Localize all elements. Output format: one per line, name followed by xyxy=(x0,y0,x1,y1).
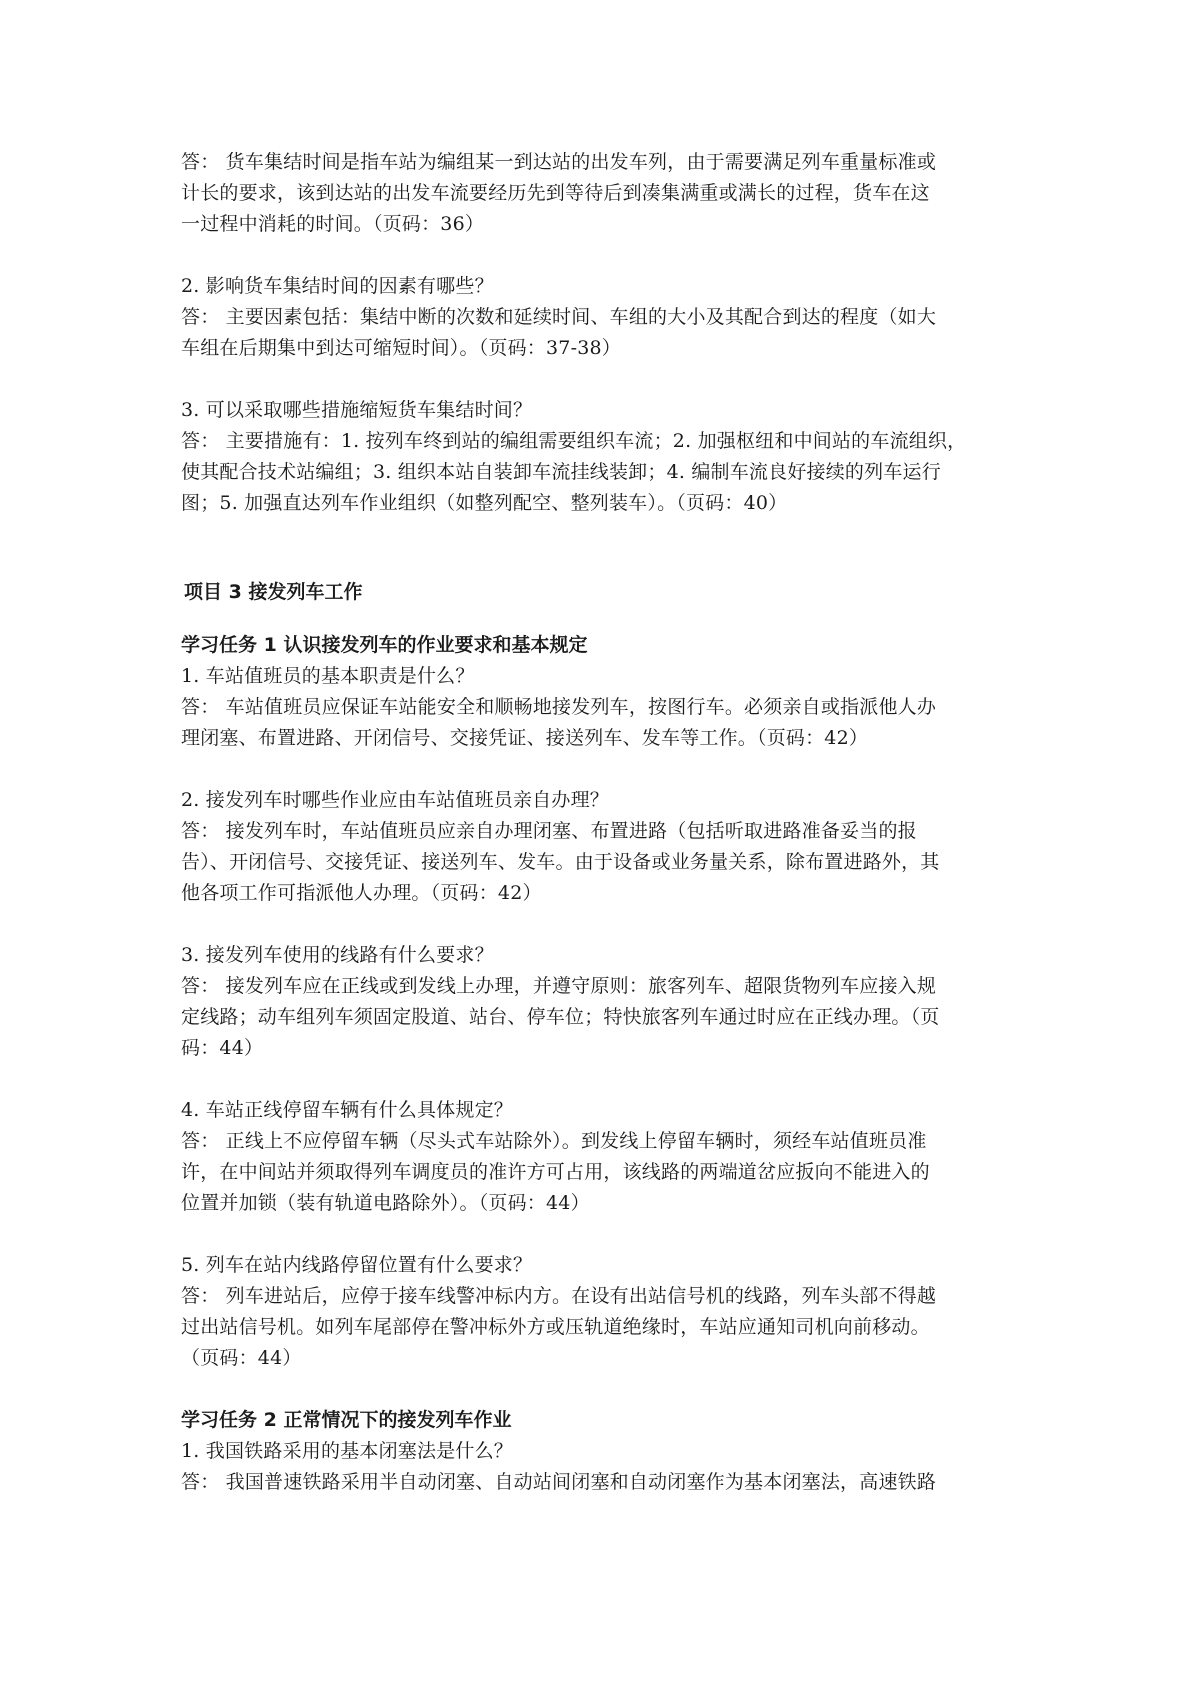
answer-line: 答： 车站值班员应保证车站能安全和顺畅地接发列车，按图行车。必须亲自或指派他人办 xyxy=(181,696,937,718)
text-line: 图；5. 加强直达列车作业组织（如整列配空、整列装车）。（页码：40） xyxy=(181,492,788,514)
qa-item xyxy=(181,1250,1021,1374)
text-line: （页码：44） xyxy=(181,1347,302,1369)
task-heading: 学习任务 1 认识接发列车的作业要求和基本规定 xyxy=(181,634,588,656)
qa-item xyxy=(181,1095,1021,1219)
text-line: 理闭塞、布置进路、开闭信号、交接凭证、接送列车、发车等工作。（页码：42） xyxy=(181,727,869,749)
answer-line: 答： 货车集结时间是指车站为编组某一到达站的出发车列，由于需要满足列车重量标准或 xyxy=(181,151,937,173)
question-line: 2. 影响货车集结时间的因素有哪些？ xyxy=(181,275,494,297)
text-line: 车组在后期集中到达可缩短时间）。（页码：37-38） xyxy=(181,337,621,359)
question-line: 2. 接发列车时哪些作业应由车站值班员亲自办理？ xyxy=(181,789,609,811)
question-line: 1. 我国铁路采用的基本闭塞法是什么？ xyxy=(181,1440,513,1462)
answer-line: 答： 主要措施有：1. 按列车终到站的编组需要组织车流；2. 加强枢纽和中间站的车流组织， xyxy=(181,430,967,452)
answer-line: 答： 接发列车应在正线或到发线上办理，并遵守原则：旅客列车、超限货物列车应接入规 xyxy=(181,975,937,997)
task-heading: 学习任务 2 正常情况下的接发列车作业 xyxy=(181,1409,512,1431)
para-1 xyxy=(181,147,1021,240)
qa-item xyxy=(181,661,1021,754)
qa-item xyxy=(181,1436,1021,1498)
question-line: 3. 可以采取哪些措施缩短货车集结时间？ xyxy=(181,399,533,421)
question-line: 4. 车站正线停留车辆有什么具体规定？ xyxy=(181,1099,513,1121)
question-line: 5. 列车在站内线路停留位置有什么要求？ xyxy=(181,1254,533,1276)
qa-item xyxy=(181,785,1021,909)
question-line: 1. 车站值班员的基本职责是什么？ xyxy=(181,665,475,687)
text-line: 计长的要求，该到达站的出发车流要经历先到等待后到凑集满重或满长的过程，货车在这 xyxy=(181,182,930,204)
answer-line: 答： 我国普速铁路采用半自动闭塞、自动站间闭塞和自动闭塞作为基本闭塞法，高速铁路 xyxy=(181,1471,937,1493)
answer-line: 答： 接发列车时，车站值班员应亲自办理闭塞、布置进路（包括听取进路准备妥当的报 xyxy=(181,820,917,842)
project-heading: 项目 3 接发列车工作 xyxy=(184,581,363,603)
text-line: 告）、开闭信号、交接凭证、接送列车、发车。由于设备或业务量关系，除布置进路外，其 xyxy=(181,851,940,873)
text-line: 他各项工作可指派他人办理。（页码：42） xyxy=(181,882,542,904)
text-line: 定线路；动车组列车须固定股道、站台、停车位；特快旅客列车通过时应在正线办理。（页 xyxy=(181,1006,940,1028)
document-page xyxy=(181,147,1021,1498)
question-line: 3. 接发列车使用的线路有什么要求？ xyxy=(181,944,494,966)
answer-line: 答： 正线上不应停留车辆（尽头式车站除外）。到发线上停留车辆时，须经车站值班员准 xyxy=(181,1130,927,1152)
text-line: 位置并加锁（装有轨道电路除外）。（页码：44） xyxy=(181,1192,590,1214)
text-line: 许，在中间站并须取得列车调度员的准许方可占用，该线路的两端道岔应扳向不能进入的 xyxy=(181,1161,930,1183)
qa-item xyxy=(181,940,1021,1064)
answer-line: 答： 主要因素包括：集结中断的次数和延续时间、车组的大小及其配合到达的程度（如大 xyxy=(181,306,937,328)
text-line: 使其配合技术站编组；3. 组织本站自装卸车流挂线装卸；4. 编制车流良好接续的列车运行 xyxy=(181,461,941,483)
qa-item xyxy=(181,395,1021,519)
qa-item xyxy=(181,271,1021,364)
answer-line: 答： 列车进站后，应停于接车线警冲标内方。在设有出站信号机的线路，列车头部不得越 xyxy=(181,1285,937,1307)
text-line: 一过程中消耗的时间。（页码：36） xyxy=(181,213,485,235)
text-line: 过出站信号机。如列车尾部停在警冲标外方或压轨道绝缘时，车站应通知司机向前移动。 xyxy=(181,1316,930,1338)
text-line: 码：44） xyxy=(181,1037,264,1059)
